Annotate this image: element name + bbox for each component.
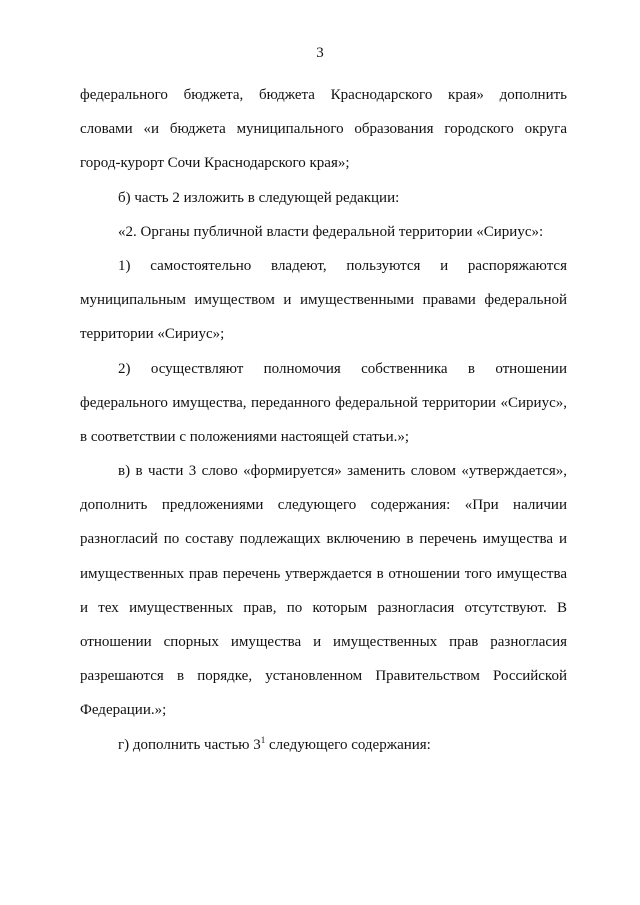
paragraph-quote-line: «2. Органы публичной власти федеральной территории «Сириус»: xyxy=(118,223,544,240)
list-item-2-line: 2) осуществляют полномочия собственника в отношении xyxy=(118,360,567,377)
superscript-number: 1 xyxy=(260,734,266,745)
page-number: 3 xyxy=(316,45,324,61)
text-line: федерального имущества, переданного федеральной территории «Сириус», xyxy=(80,394,567,411)
text-line: в соответствии с положениями настоящей статьи.»; xyxy=(80,428,410,445)
text-line: разрешаются в порядке, установленном Правительством Российской xyxy=(80,668,567,685)
text-line: город-курорт Сочи Краснодарского края»; xyxy=(80,155,350,172)
text-line: отношении спорных имущества и имущественных прав разногласия xyxy=(80,634,567,650)
paragraph-g-line xyxy=(80,728,567,762)
paragraph-v-line: в) в части 3 слово «формируется» заменить словом «утверждается», xyxy=(118,463,567,480)
paragraph-g-text-end: следующего содержания: xyxy=(265,736,431,753)
text-line: и тех имущественных прав, по которым разногласия отсутствуют. В xyxy=(80,599,567,616)
text-line: словами «и бюджета муниципального образования городского округа xyxy=(80,121,567,138)
paragraph-g-text: г) дополнить частью 3 xyxy=(118,736,261,753)
text-line: имущественных прав перечень утверждается в отношении того имущества xyxy=(80,565,567,582)
paragraph-b-line: б) часть 2 изложить в следующей редакции: xyxy=(118,189,400,206)
text-line: дополнить предложениями следующего содержания: «При наличии xyxy=(80,497,567,514)
text-line: муниципальным имуществом и имущественными правами федеральной xyxy=(80,292,567,309)
text-line: территории «Сириус»; xyxy=(80,326,225,343)
text-line: федерального бюджета, бюджета Краснодарского края» дополнить xyxy=(80,87,567,103)
document-body xyxy=(80,78,567,762)
text-line: Федерации.»; xyxy=(80,702,167,719)
list-item-1-line: 1) самостоятельно владеют, пользуются и распоряжаются xyxy=(118,257,567,274)
text-line: разногласий по составу подлежащих включению в перечень имущества и xyxy=(80,531,567,548)
